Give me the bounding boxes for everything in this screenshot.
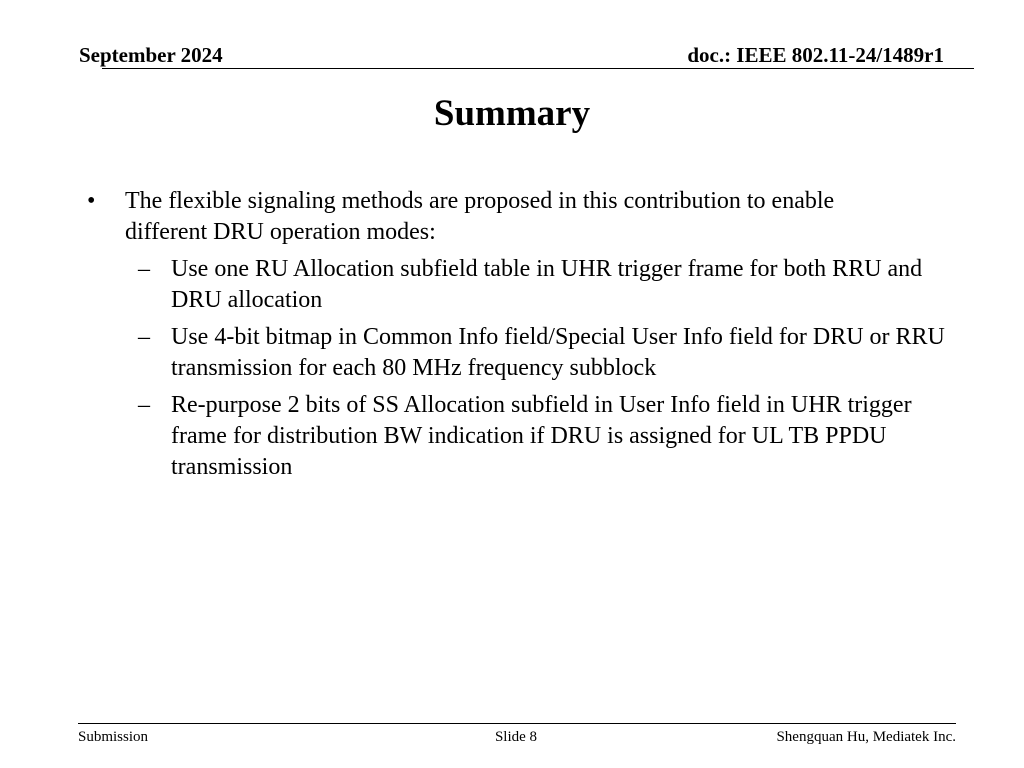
sub-bullet-item — [0, 322, 1024, 384]
footer-divider — [78, 723, 956, 724]
sub-bullet-text: Use one RU Allocation subfield table in UHR trigger frame for both RRU and DRU allocation — [171, 256, 923, 313]
sub-bullet-list — [0, 254, 1024, 483]
footer-submission: Submission — [78, 729, 149, 745]
sub-bullet-item — [0, 390, 1024, 483]
sub-bullet-marker: – — [138, 324, 150, 350]
bullet-marker: • — [87, 188, 96, 214]
footer-author: Shengquan Hu, Mediatek Inc. — [776, 729, 956, 745]
header-date: September 2024 — [79, 43, 223, 67]
slide-body — [0, 186, 1024, 489]
bullet-text: The flexible signaling methods are proposed in this contribution to enable different DRU operation modes: — [125, 188, 835, 245]
slide-title: Summary — [433, 93, 591, 134]
sub-bullet-item — [0, 254, 1024, 316]
sub-bullet-marker: – — [138, 256, 150, 282]
sub-bullet-text: Re-purpose 2 bits of SS Allocation subfield in User Info field in UHR trigger frame for distribution BW indication if DRU is assigned for UL TB PPDU transmission — [171, 392, 912, 480]
header-divider — [102, 68, 974, 69]
bullet-item — [0, 186, 1024, 248]
header-doc-id: doc.: IEEE 802.11-24/1489r1 — [687, 43, 944, 67]
sub-bullet-text: Use 4-bit bitmap in Common Info field/Special User Info field for DRU or RRU transmission for each 80 MHz frequency subblock — [171, 324, 945, 381]
footer-slide-number: Slide 8 — [494, 729, 538, 745]
sub-bullet-marker: – — [138, 392, 150, 418]
